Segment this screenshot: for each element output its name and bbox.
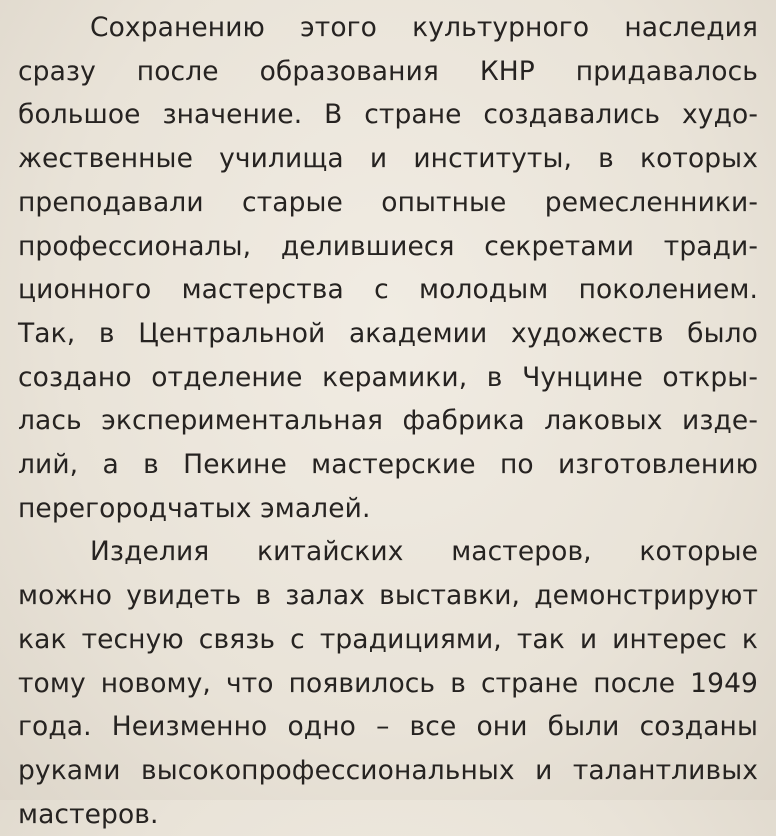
text-line: преподавали старые опытные ремесленники- <box>18 186 758 218</box>
text-line: Сохранению этого культурного наследия <box>90 12 758 43</box>
text-line: тому новому, что появилось в стране после 1949 <box>18 667 758 699</box>
text-line: сразу после образования КНР придавалось <box>18 55 758 87</box>
text-line: можно увидеть в залах выставки, демонстрируют <box>18 580 758 612</box>
text-line: Так, в Центральной академии художеств было <box>18 317 758 349</box>
text-line: профессионалы, делившиеся секретами тради- <box>18 230 758 262</box>
text-line: лий, а в Пекине мастерские по изготовлению <box>18 449 758 481</box>
text-line: мастеров. <box>18 798 159 830</box>
text-line: лась экспериментальная фабрика лаковых изде- <box>18 405 758 437</box>
text-line: ционного мастерства с молодым поколением. <box>18 274 758 306</box>
text-line: руками высокопрофессиональных и талантливых <box>18 754 758 786</box>
text-line: большое значение. В стране создавались худо- <box>18 99 758 131</box>
text-line: как тесную связь с традициями, так и интерес к <box>18 623 758 655</box>
paragraph-1 <box>18 6 758 530</box>
document-page <box>18 6 758 836</box>
text-line: Изделия китайских мастеров, которые <box>90 536 758 568</box>
text-line: года. Неизменно одно – все они были созданы <box>18 711 758 743</box>
text-line: создано отделение керамики, в Чунцине откры- <box>18 361 758 393</box>
text-line: перегородчатых эмалей. <box>18 492 371 524</box>
paragraph-2 <box>18 530 758 836</box>
text-line: жественные училища и институты, в которых <box>18 143 758 175</box>
